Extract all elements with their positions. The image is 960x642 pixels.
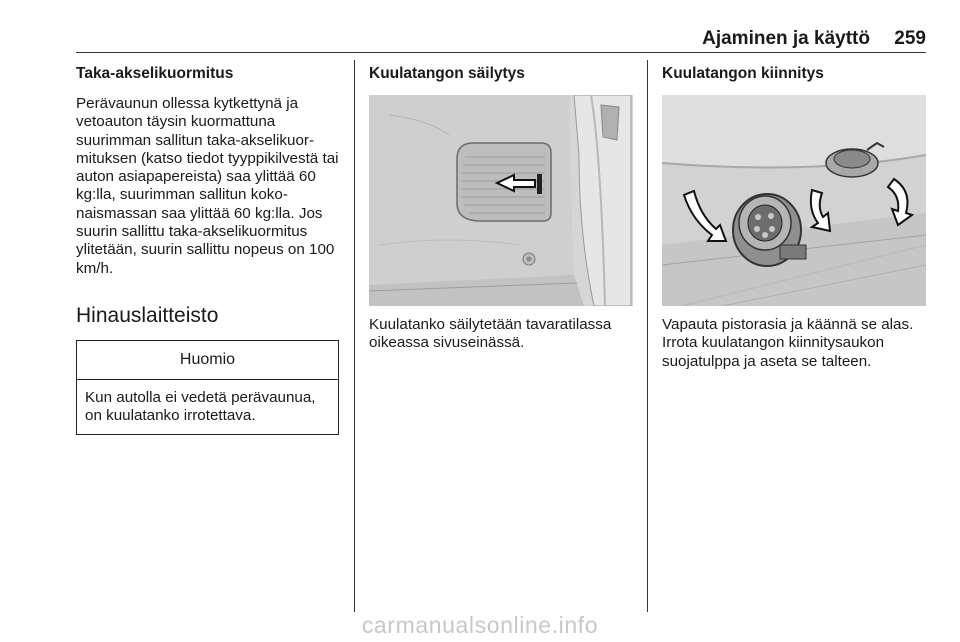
running-header-title: Ajaminen ja käyttö bbox=[702, 28, 870, 49]
column-ball-bar-storage bbox=[369, 63, 633, 353]
towing-equipment-heading: Hinauslaitteisto bbox=[76, 303, 219, 327]
attach-heading: Kuulatangon kiinnitys bbox=[662, 65, 824, 82]
socket-illustration bbox=[662, 95, 926, 306]
column-divider-left bbox=[354, 60, 355, 612]
storage-caption: Kuulatanko säilytetään tavaratilassa oikeassa sivuseinässä. bbox=[369, 316, 612, 352]
column-divider-right bbox=[647, 60, 648, 612]
storage-heading: Kuulatangon säilytys bbox=[369, 65, 525, 82]
attach-illustration bbox=[662, 95, 926, 306]
trunk-side-wall-illustration bbox=[369, 95, 633, 306]
notice-text: Kun autolla ei vedetä perävaunua, on kuulatanko irrotettava. bbox=[85, 388, 316, 425]
rear-axle-paragraph: Perävaunun ollessa kytkettynä ja vetoauton täysin kuormattuna suurimman sallitun taka-akselikuormituksen (katso tiedot tyyppikilvestä tai auton asiapapereista) saa ylittää 60 kg:lla, suurimman sallitun kokonaismassan saa ylittää 60 kg:lla. Jos suurin sallittu taka-akselikuormitus ylitetään, suurin sallittu nopeus on 100 km/h. bbox=[76, 95, 339, 277]
column-rear-axle bbox=[76, 63, 340, 435]
page-number: 259 bbox=[894, 28, 926, 49]
notice-box bbox=[76, 340, 339, 435]
storage-illustration bbox=[369, 95, 633, 306]
watermark: carmanualsonline.info bbox=[361, 612, 599, 638]
attach-caption: Vapauta pistorasia ja käännä se alas. Irrota kuulatangon kiinnitysaukon suojatulppa ja aseta se talteen. bbox=[662, 316, 914, 370]
header-rule bbox=[76, 52, 926, 53]
column-ball-bar-attach bbox=[662, 63, 926, 371]
rear-axle-heading: Taka-akselikuormitus bbox=[76, 65, 234, 82]
notice-title: Huomio bbox=[77, 341, 338, 380]
